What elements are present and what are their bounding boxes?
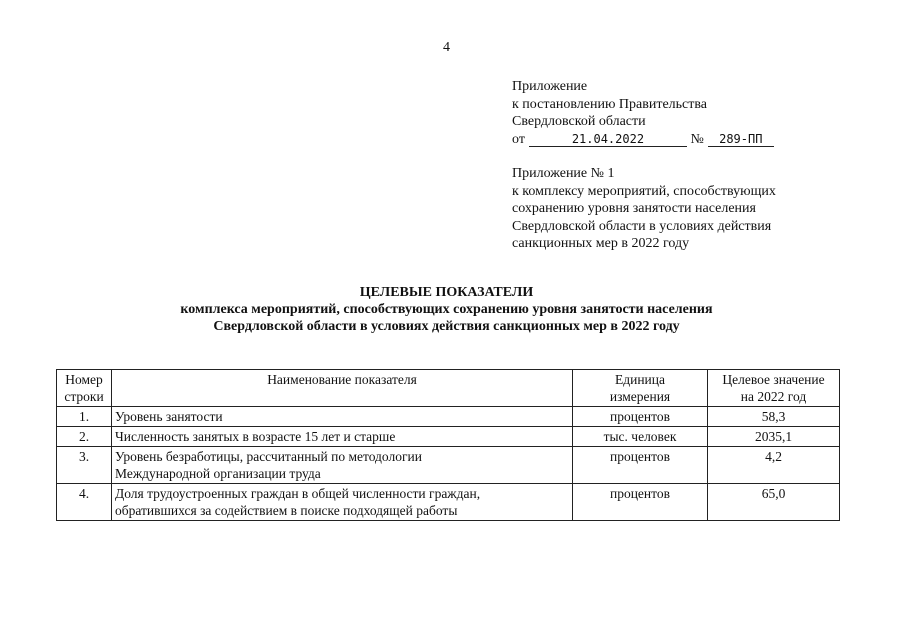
date-field: 21.04.2022	[529, 132, 687, 147]
appendix-title: Приложение	[512, 79, 588, 94]
row-value: 4,2	[708, 447, 840, 484]
row-number: 2.	[57, 427, 112, 447]
row-unit: процентов	[573, 407, 708, 427]
table-row	[57, 447, 840, 484]
appendix-1-block	[512, 165, 776, 253]
row-value: 65,0	[708, 484, 840, 521]
row-unit: процентов	[573, 447, 708, 484]
row-number: 4.	[57, 484, 112, 521]
table-row	[57, 484, 840, 521]
date-prefix: от	[512, 131, 525, 147]
number-prefix: №	[690, 131, 704, 147]
indicators-table	[56, 369, 840, 521]
table-row	[57, 427, 840, 447]
appendix-1-line: Свердловской области в условиях действия	[512, 218, 772, 234]
row-value: 2035,1	[708, 427, 840, 447]
table-header-row	[57, 370, 840, 407]
header-unit: Единица измерения	[573, 370, 708, 407]
table-row	[57, 407, 840, 427]
appendix-line: Свердловской области	[512, 114, 646, 129]
appendix-block	[512, 78, 774, 148]
row-unit: процентов	[573, 484, 708, 521]
row-name: Уровень занятости	[112, 407, 573, 427]
heading-title: ЦЕЛЕВЫЕ ПОКАЗАТЕЛИ	[359, 285, 534, 300]
document-heading	[0, 284, 893, 335]
appendix-1-line: к комплексу мероприятий, способствующих	[512, 183, 776, 199]
page-number: 4	[443, 40, 450, 55]
header-name: Наименование показателя	[112, 370, 573, 407]
appendix-line: к постановлению Правительства	[512, 96, 708, 112]
appendix-1-line: санкционных мер в 2022 году	[512, 236, 690, 251]
header-value: Целевое значение на 2022 год	[708, 370, 840, 407]
row-number: 3.	[57, 447, 112, 484]
row-name: Численность занятых в возрасте 15 лет и старше	[112, 427, 573, 447]
appendix-1-line: сохранению уровня занятости населения	[512, 201, 756, 216]
row-number: 1.	[57, 407, 112, 427]
header-number: Номер строки	[57, 370, 112, 407]
number-field: 289-ПП	[708, 132, 774, 147]
appendix-1-title: Приложение № 1	[512, 166, 615, 181]
row-value: 58,3	[708, 407, 840, 427]
row-unit: тыс. человек	[573, 427, 708, 447]
heading-line: Свердловской области в условиях действия санкционных мер в 2022 году	[213, 319, 680, 334]
heading-line: комплекса мероприятий, способствующих сохранению уровня занятости населения	[180, 302, 713, 317]
row-name: Уровень безработицы, рассчитанный по методологии Международной организации труда	[112, 447, 573, 484]
appendix-date-line	[512, 131, 774, 149]
row-name: Доля трудоустроенных граждан в общей численности граждан, обратившихся за содействием в поиске подходящей работы	[112, 484, 573, 521]
